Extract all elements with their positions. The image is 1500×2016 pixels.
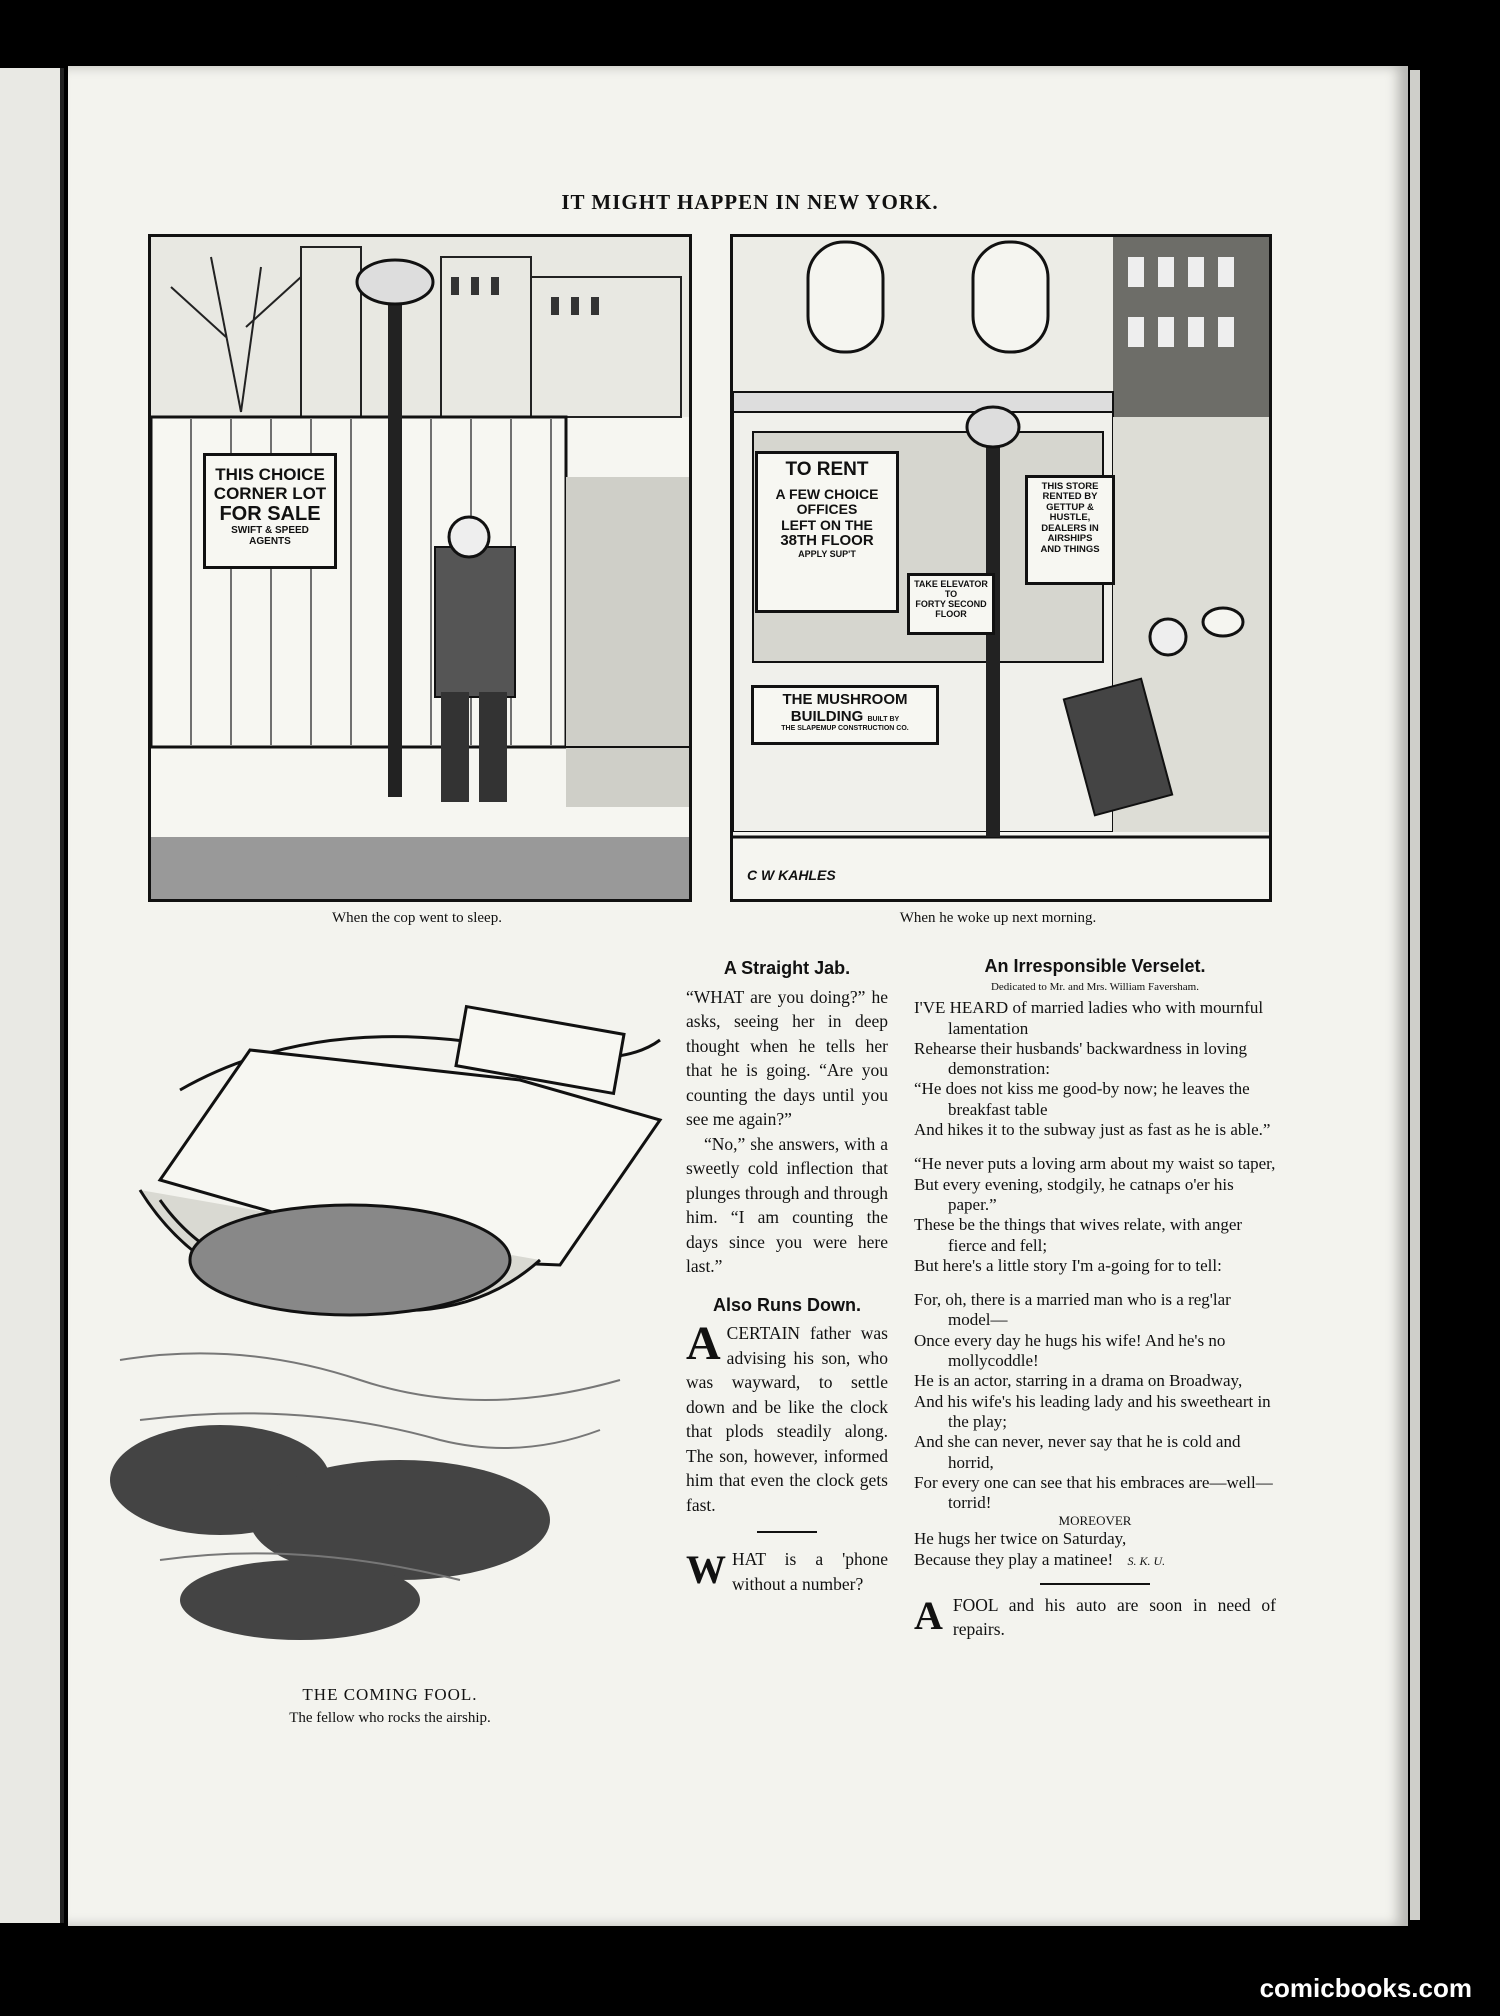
to-rent-sign: [755, 451, 899, 613]
verse-line: Once every day he hugs his wife! And he's no mollycoddle!: [914, 1330, 1226, 1371]
sign-line: FOR SALE: [219, 503, 321, 526]
sign-line: TO: [944, 588, 958, 599]
stanza-gap: [914, 1276, 1276, 1290]
verse-stanza-2: [914, 1154, 1276, 1276]
sign-line: FORTY SECOND: [915, 598, 987, 609]
previous-page-edge: [0, 68, 64, 1923]
elevator-sign: [907, 573, 995, 635]
caption-cop-awake: When he woke up next morning.: [899, 910, 1097, 926]
verse-line: He is an actor, starring in a drama on Broadway,: [914, 1371, 1243, 1391]
site-watermark: comicbooks.com: [1259, 1973, 1472, 2003]
right-text-column: [914, 956, 1276, 1641]
author-initials: S. K. U.: [1127, 1553, 1166, 1568]
page-title: IT MIGHT HAPPEN IN NEW YORK.: [561, 190, 939, 214]
verse-line: And hikes it to the subway just as fast as he is able.”: [914, 1120, 1271, 1140]
fool-joke: [914, 1593, 1276, 1641]
straight-jab-paragraph-1: “WHAT are you doing?” he asks, seeing her in deep thought when he tells her that he is going. “Are you counting the days until you see me again?”: [686, 986, 888, 1129]
middle-text-column: [686, 956, 888, 1596]
sign-line: HUSTLE,: [1049, 512, 1091, 524]
sign-line: GETTUP &: [1046, 501, 1094, 513]
sign-line: TO RENT: [785, 459, 869, 480]
verse-line: These be the things that wives relate, with anger fierce and fell;: [914, 1215, 1243, 1255]
airship-caption-title: THE COMING FOOL.: [302, 1685, 478, 1704]
sign-line: THIS STORE: [1041, 481, 1099, 492]
stanza-gap: [914, 1140, 1276, 1154]
cartoon-panel-cop-awake: [730, 234, 1272, 902]
fool-joke-text: FOOL and his auto are soon in need of repairs.: [952, 1595, 1276, 1640]
verselet-heading: An Irresponsible Verselet.: [984, 956, 1206, 976]
sign-line: RENTED BY: [1042, 491, 1098, 503]
artist-signature: C W KAHLES: [747, 867, 836, 883]
verse-stanza-1: [914, 998, 1276, 1140]
verse-line: But every evening, stodgily, he catnaps o'er his paper.”: [914, 1174, 1234, 1214]
sign-line: OFFICES: [796, 501, 858, 518]
sign-line-building: [754, 709, 936, 726]
divider-rule: [1040, 1583, 1150, 1585]
verse-line: For every one can see that his embraces are—well—torrid!: [914, 1472, 1273, 1513]
verse-ending-text: Because they play a matinee!: [914, 1549, 1114, 1569]
moreover-label: MOREOVER: [1058, 1513, 1132, 1529]
sign-line: LEFT ON THE: [781, 516, 873, 533]
sign-line: SWIFT & SPEED: [231, 525, 309, 537]
sign-line: AIRSHIPS: [1047, 533, 1093, 545]
verse-line: For, oh, there is a married man who is a reg'lar model—: [914, 1290, 1231, 1330]
drop-cap: A: [686, 1317, 721, 1370]
drop-cap: W: [686, 1547, 726, 1592]
drop-cap: A: [914, 1593, 943, 1639]
verse-ending-line: He hugs her twice on Saturday,: [914, 1529, 1127, 1549]
caption-cop-asleep: When the cop went to sleep.: [332, 910, 502, 926]
sign-line: 38TH FLOOR: [780, 532, 874, 550]
sign-word: BUILT BY: [867, 715, 900, 723]
sign-line: AND THINGS: [1040, 543, 1100, 555]
phone-joke: [686, 1547, 888, 1596]
straight-jab-heading: A Straight Jab.: [723, 958, 851, 978]
airship-cartoon-illustration: [100, 960, 680, 1680]
verse-line: And his wife's his leading lady and his sweetheart in the play;: [914, 1391, 1271, 1431]
verse-line: “He never puts a loving arm about my waist so taper,: [914, 1154, 1276, 1174]
verse-line: And she can never, never say that he is cold and horrid,: [914, 1432, 1241, 1472]
sign-line: A FEW CHOICE: [775, 485, 879, 502]
sign-line: FLOOR: [935, 608, 967, 619]
for-sale-sign: [203, 453, 337, 569]
sign-line: TAKE ELEVATOR: [914, 579, 988, 589]
verse-stanza-3: [914, 1290, 1276, 1513]
sign-line: THIS CHOICE: [215, 465, 325, 484]
phone-joke-text: HAT is a 'phone without a number?: [732, 1549, 888, 1594]
sign-word: BUILDING: [790, 707, 864, 725]
runs-down-text: CERTAIN father was advising his son, who was wayward, to settle down and be like the clock that plods steadily along. The son, however, informed him that even the clock gets fast.: [686, 1323, 888, 1515]
sign-line: THE MUSHROOM: [782, 691, 908, 708]
page-stack-edge: [1410, 70, 1420, 1920]
verse-line: “He does not kiss me good-by now; he leaves the breakfast table: [914, 1079, 1250, 1119]
divider-rule: [757, 1531, 817, 1533]
mushroom-building-sign: [751, 685, 939, 745]
sign-line: THE SLAPEMUP CONSTRUCTION CO.: [781, 725, 909, 732]
runs-down-heading: Also Runs Down.: [713, 1294, 861, 1315]
straight-jab-paragraph-2: “No,” she answers, with a sweetly cold inflection that plunges through and through him. “I am counting the days since you were here last.”: [686, 1133, 888, 1276]
sign-line: CORNER LOT: [213, 483, 327, 503]
airship-caption-subtitle: The fellow who rocks the airship.: [289, 1710, 491, 1726]
sign-line: AGENTS: [249, 536, 291, 548]
cartoon-panel-cop-sleeping: [148, 234, 692, 902]
verse-line: I'VE HEARD of married ladies who with mournful lamentation: [914, 998, 1264, 1038]
sign-line: DEALERS IN: [1041, 522, 1099, 534]
sign-line: APPLY SUP'T: [798, 548, 856, 559]
verse-ending-line-final: [914, 1550, 1276, 1571]
verselet-dedication: Dedicated to Mr. and Mrs. William Faversham.: [990, 981, 1199, 994]
verse-line: Rehearse their husbands' backwardness in loving demonstration:: [914, 1038, 1248, 1079]
store-rented-sign: [1025, 475, 1115, 585]
runs-down-paragraph: [686, 1317, 888, 1517]
verse-line: But here's a little story I'm a-going for to tell:: [914, 1255, 1222, 1275]
